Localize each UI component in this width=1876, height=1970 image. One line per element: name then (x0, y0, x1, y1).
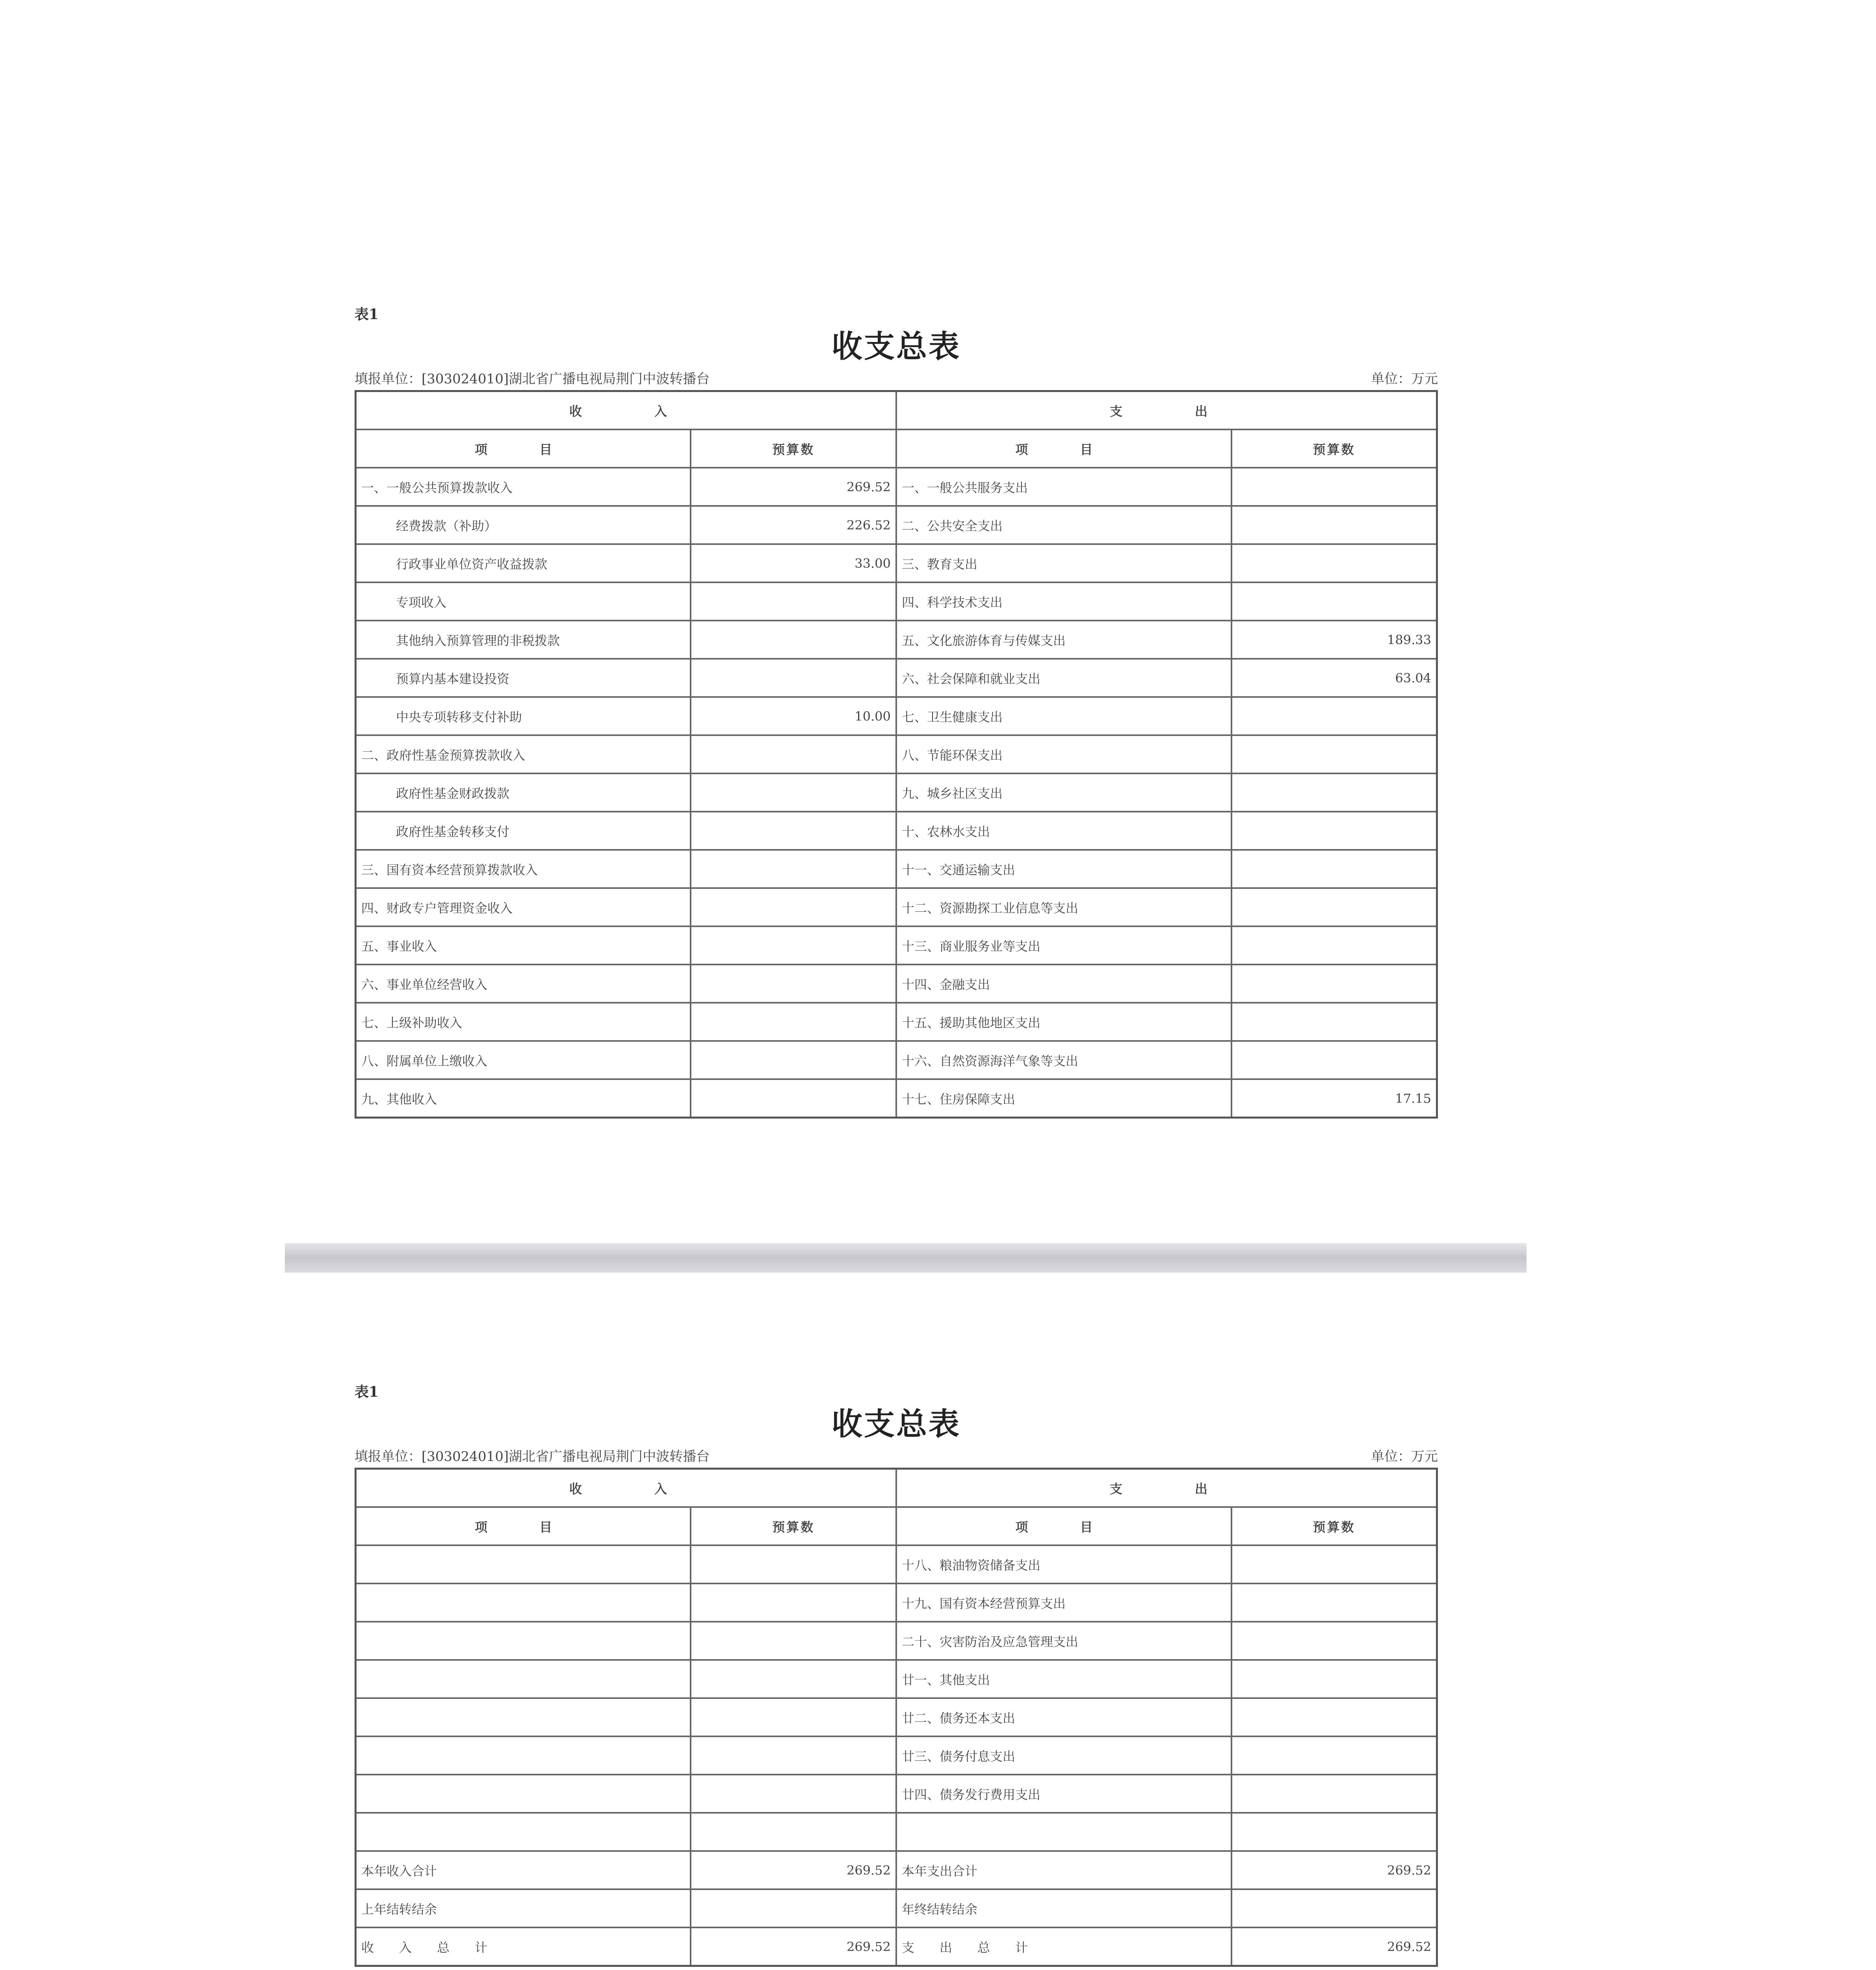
expense-item-cell: 一、一般公共服务支出 (896, 468, 1231, 506)
income-budget-cell (691, 1775, 896, 1813)
income-budget-cell: 269.52 (691, 468, 896, 506)
expense-item-cell: 年终结转结余 (896, 1889, 1231, 1927)
income-item-cell: 经费拨款（补助） (356, 506, 691, 544)
income-budget-cell: 269.52 (691, 1851, 896, 1889)
expense-item-cell: 七、卫生健康支出 (896, 697, 1231, 735)
income-budget-cell (691, 965, 896, 1003)
expense-item-cell: 八、节能环保支出 (896, 735, 1231, 773)
currency-unit: 单位：万元 (1371, 371, 1438, 387)
expense-budget-cell (1231, 1003, 1437, 1041)
income-item-header: 项 目 (356, 1507, 691, 1545)
expense-budget-cell: 17.15 (1231, 1079, 1437, 1118)
expense-budget-cell: 63.04 (1231, 659, 1437, 697)
income-budget-cell (691, 1622, 896, 1660)
income-item-cell: 上年结转结余 (356, 1889, 691, 1927)
expense-item-header: 项 目 (896, 1507, 1231, 1545)
income-item-cell: 行政事业单位资产收益拨款 (356, 544, 691, 582)
expense-budget-cell (1231, 850, 1437, 888)
table-number: 表1 (355, 306, 379, 323)
expense-budget-cell: 189.33 (1231, 621, 1437, 659)
table-row (356, 1545, 1437, 1583)
expense-header: 支 出 (896, 1469, 1437, 1507)
income-budget-cell (691, 850, 896, 888)
income-budget-cell (691, 888, 896, 926)
income-item-cell (356, 1545, 691, 1583)
expense-item-cell: 十五、援助其他地区支出 (896, 1003, 1231, 1041)
currency-unit: 单位：万元 (1371, 1449, 1438, 1464)
expense-item-cell: 十四、金融支出 (896, 965, 1231, 1003)
table-meta (355, 368, 1438, 390)
table-row (356, 582, 1437, 621)
table-row (356, 965, 1437, 1003)
income-budget-cell (691, 1736, 896, 1775)
expense-budget-cell: 269.52 (1231, 1851, 1437, 1889)
expense-item-cell: 三、教育支出 (896, 544, 1231, 582)
expense-item-header: 项 目 (896, 429, 1231, 468)
table-row (356, 1003, 1437, 1041)
expense-budget-cell (1231, 1622, 1437, 1660)
table-row (356, 1622, 1437, 1660)
table-row (356, 1660, 1437, 1698)
expense-item-cell: 廿三、债务付息支出 (896, 1736, 1231, 1775)
income-budget-cell (691, 1660, 896, 1698)
income-item-cell: 其他纳入预算管理的非税拨款 (356, 621, 691, 659)
income-item-cell (356, 1698, 691, 1736)
income-expense-table (355, 390, 1438, 1119)
income-budget-cell: 10.00 (691, 697, 896, 735)
income-item-cell: 三、国有资本经营预算拨款收入 (356, 850, 691, 888)
table-meta (355, 1446, 1438, 1468)
expense-item-cell: 十六、自然资源海洋气象等支出 (896, 1041, 1231, 1079)
income-budget-cell (691, 1583, 896, 1622)
page-separator (285, 1243, 1527, 1273)
expense-budget-cell (1231, 697, 1437, 735)
expense-header: 支 出 (896, 391, 1437, 430)
table-row (356, 1583, 1437, 1622)
expense-budget-header: 预算数 (1231, 429, 1437, 468)
table-row (356, 544, 1437, 582)
expense-item-cell: 十七、住房保障支出 (896, 1079, 1231, 1118)
expense-item-cell: 二、公共安全支出 (896, 506, 1231, 544)
table-row (356, 773, 1437, 812)
table-row (356, 1698, 1437, 1736)
table-row (356, 850, 1437, 888)
expense-budget-cell (1231, 544, 1437, 582)
income-budget-cell (691, 659, 896, 697)
expense-budget-cell (1231, 1813, 1437, 1851)
expense-item-cell: 本年支出合计 (896, 1851, 1231, 1889)
income-item-cell: 五、事业收入 (356, 926, 691, 965)
expense-budget-cell (1231, 1775, 1437, 1813)
expense-item-cell: 廿一、其他支出 (896, 1660, 1231, 1698)
income-item-cell: 政府性基金转移支付 (356, 812, 691, 850)
income-header: 收 入 (356, 391, 896, 430)
income-budget-cell (691, 1813, 896, 1851)
income-item-cell: 专项收入 (356, 582, 691, 621)
expense-budget-cell (1231, 1041, 1437, 1079)
expense-budget-cell (1231, 812, 1437, 850)
expense-item-cell: 十一、交通运输支出 (896, 850, 1231, 888)
income-item-cell: 四、财政专户管理资金收入 (356, 888, 691, 926)
budget-table-page-1 (355, 303, 1438, 1119)
income-budget-cell (691, 621, 896, 659)
expense-budget-cell (1231, 1660, 1437, 1698)
income-item-cell: 收 入 总 计 (356, 1927, 691, 1966)
expense-item-cell: 支 出 总 计 (896, 1927, 1231, 1966)
income-budget-cell (691, 1041, 896, 1079)
income-item-cell: 一、一般公共预算拨款收入 (356, 468, 691, 506)
income-budget-cell (691, 1079, 896, 1118)
income-item-cell (356, 1775, 691, 1813)
table-row (356, 1041, 1437, 1079)
income-budget-cell (691, 1698, 896, 1736)
income-budget-cell (691, 812, 896, 850)
income-header: 收 入 (356, 1469, 896, 1507)
expense-budget-cell (1231, 965, 1437, 1003)
income-budget-header: 预算数 (691, 1507, 896, 1545)
table-row (356, 468, 1437, 506)
expense-budget-cell (1231, 468, 1437, 506)
expense-budget-cell (1231, 1583, 1437, 1622)
income-item-cell: 九、其他收入 (356, 1079, 691, 1118)
income-item-cell: 六、事业单位经营收入 (356, 965, 691, 1003)
expense-item-cell: 五、文化旅游体育与传媒支出 (896, 621, 1231, 659)
income-budget-cell: 226.52 (691, 506, 896, 544)
expense-item-cell (896, 1813, 1231, 1851)
expense-budget-cell (1231, 582, 1437, 621)
expense-budget-cell (1231, 506, 1437, 544)
expense-budget-header: 预算数 (1231, 1507, 1437, 1545)
table-row (356, 812, 1437, 850)
table-row (356, 1927, 1437, 1966)
table-row (356, 1736, 1437, 1775)
expense-item-cell: 廿四、债务发行费用支出 (896, 1775, 1231, 1813)
income-item-cell: 七、上级补助收入 (356, 1003, 691, 1041)
table-title: 收支总表 (831, 1406, 961, 1442)
income-budget-header: 预算数 (691, 429, 896, 468)
budget-table-page-2 (355, 1381, 1438, 1970)
income-expense-table (355, 1468, 1438, 1967)
expense-item-cell: 四、科学技术支出 (896, 582, 1231, 621)
expense-item-cell: 二十、灾害防治及应急管理支出 (896, 1622, 1231, 1660)
table-row (356, 1889, 1437, 1927)
table-row (356, 659, 1437, 697)
income-budget-cell (691, 1545, 896, 1583)
table-row (356, 1851, 1437, 1889)
table-row (356, 1775, 1437, 1813)
table-row (356, 735, 1437, 773)
expense-budget-cell (1231, 773, 1437, 812)
income-item-cell: 二、政府性基金预算拨款收入 (356, 735, 691, 773)
income-budget-cell (691, 1889, 896, 1927)
expense-budget-cell (1231, 926, 1437, 965)
income-item-cell (356, 1583, 691, 1622)
expense-budget-cell (1231, 888, 1437, 926)
expense-budget-cell (1231, 1698, 1437, 1736)
expense-budget-cell (1231, 1545, 1437, 1583)
income-budget-cell (691, 1003, 896, 1041)
expense-budget-cell (1231, 735, 1437, 773)
reporting-unit: 填报单位：[303024010]湖北省广播电视局荆门中波转播台 (355, 1449, 710, 1464)
income-item-cell: 政府性基金财政拨款 (356, 773, 691, 812)
expense-item-cell: 十八、粮油物资储备支出 (896, 1545, 1231, 1583)
table-number: 表1 (355, 1384, 379, 1400)
income-item-cell: 中央专项转移支付补助 (356, 697, 691, 735)
income-budget-cell (691, 582, 896, 621)
income-item-cell (356, 1622, 691, 1660)
table-row (356, 926, 1437, 965)
income-budget-cell (691, 735, 896, 773)
table-body (356, 468, 1437, 1118)
expense-item-cell: 廿二、债务还本支出 (896, 1698, 1231, 1736)
table-title: 收支总表 (831, 329, 961, 364)
expense-item-cell: 十二、资源勘探工业信息等支出 (896, 888, 1231, 926)
income-item-cell: 本年收入合计 (356, 1851, 691, 1889)
table-row (356, 888, 1437, 926)
income-item-header: 项 目 (356, 429, 691, 468)
expense-item-cell: 十三、商业服务业等支出 (896, 926, 1231, 965)
income-budget-cell: 33.00 (691, 544, 896, 582)
income-item-cell (356, 1813, 691, 1851)
income-item-cell (356, 1736, 691, 1775)
reporting-unit: 填报单位：[303024010]湖北省广播电视局荆门中波转播台 (355, 371, 710, 387)
income-budget-cell (691, 773, 896, 812)
expense-item-cell: 六、社会保障和就业支出 (896, 659, 1231, 697)
expense-budget-cell (1231, 1889, 1437, 1927)
expense-budget-cell (1231, 1736, 1437, 1775)
table-row (356, 506, 1437, 544)
table-row (356, 1813, 1437, 1851)
income-budget-cell: 269.52 (691, 1927, 896, 1966)
table-row (356, 1079, 1437, 1118)
income-item-cell (356, 1660, 691, 1698)
expense-item-cell: 十、农林水支出 (896, 812, 1231, 850)
expense-budget-cell: 269.52 (1231, 1927, 1437, 1966)
income-budget-cell (691, 926, 896, 965)
expense-item-cell: 九、城乡社区支出 (896, 773, 1231, 812)
table-row (356, 697, 1437, 735)
expense-item-cell: 十九、国有资本经营预算支出 (896, 1583, 1231, 1622)
table-body (356, 1545, 1437, 1966)
income-item-cell: 预算内基本建设投资 (356, 659, 691, 697)
income-item-cell: 八、附属单位上缴收入 (356, 1041, 691, 1079)
table-row (356, 621, 1437, 659)
